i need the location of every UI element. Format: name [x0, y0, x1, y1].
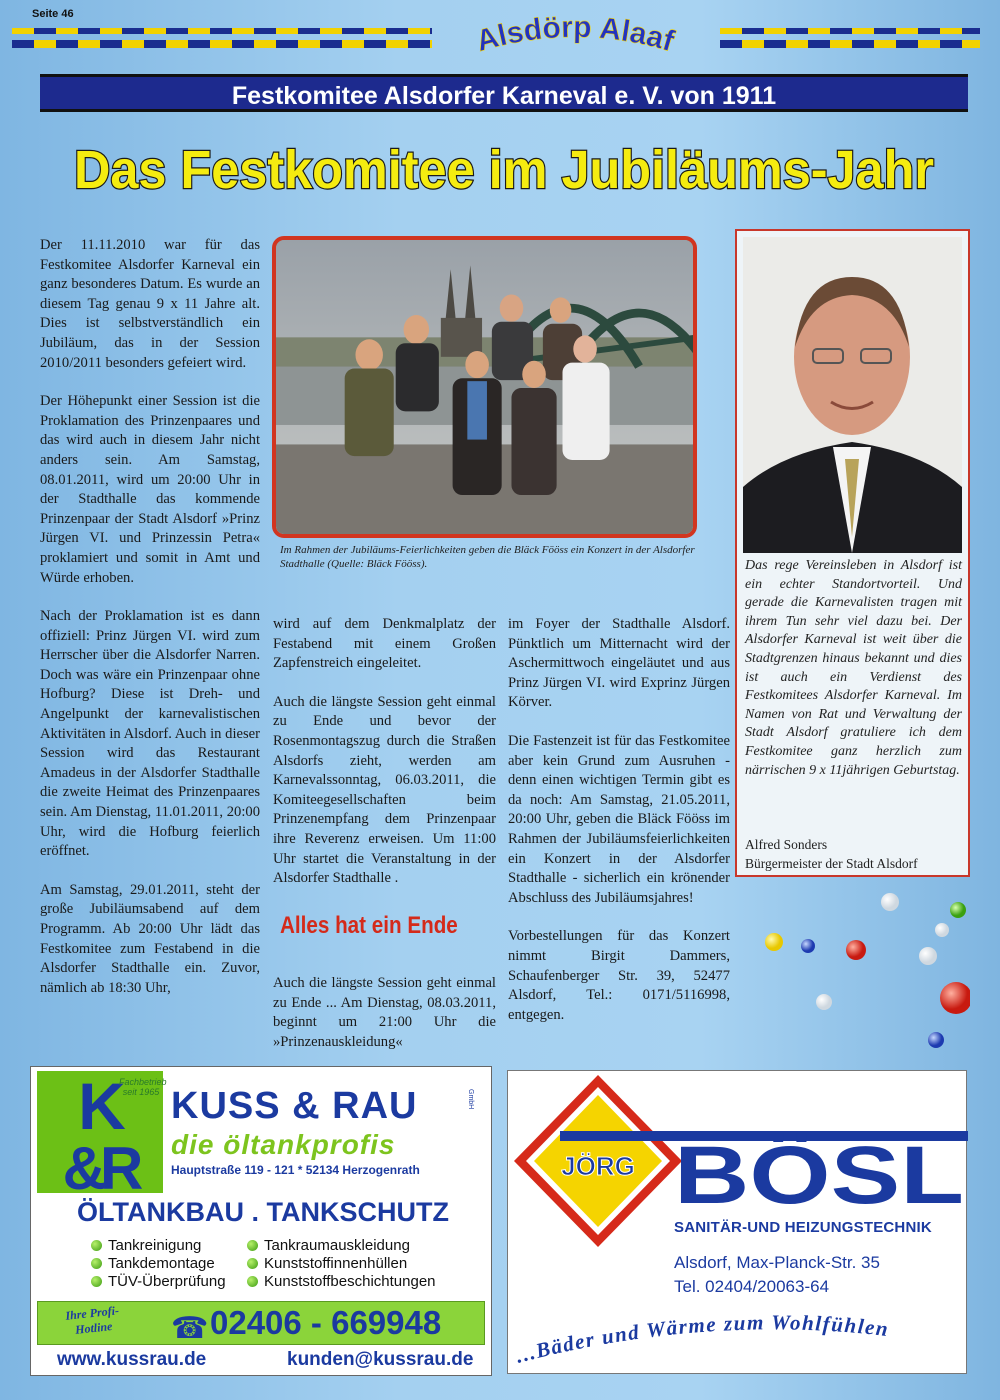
banner-text: Alsdörp Alaaf: [472, 10, 678, 59]
band-photo: [272, 236, 697, 538]
service-item: Tankreinigung: [91, 1237, 201, 1254]
ad-bosl: [507, 1070, 967, 1374]
kr-email[interactable]: kunden@kussrau.de: [287, 1349, 474, 1370]
deco-stripe: [720, 28, 980, 34]
article-column-1: [40, 236, 260, 1017]
paragraph: Auch die längste Session geht einmal zu Ende und bevor der Rosenmontagszug durch die Straßen Alsdorfs zieht, werden am Karnevalssonntag, 06.03.2011, die Komiteegesellschaften beim Prinzenempfang dem Prinzenpaar ihre Reverenz erweisen. Um 11:00 Uhr startet die Veranstaltung in der Alsdorfer Stadthalle .: [273, 693, 496, 887]
banner-logo: [430, 8, 720, 72]
kr-hotline-bar: [37, 1301, 485, 1345]
paragraph: Auch die längste Session geht einmal zu Ende ... Am Dienstag, 08.03.2011, beginnt um 21:00 Uhr die »Prinzenauskleidung«: [273, 975, 496, 1050]
kr-headline: ÖLTANKBAU . TANKSCHUTZ: [77, 1197, 449, 1227]
kr-hotline-label: Ihre Profi-Hotline: [64, 1303, 120, 1337]
bosl-slogan: [508, 1301, 968, 1371]
paragraph: Der 11.11.2010 war für das Festkomitee Alsdorfer Karneval ein ganz besonderes Datum. Es wurde an diesem Tag genau 9 x 11 Jahre alt. Dies ist selbstverständlich ein Jubiläum, das in der Session 2010/2011 besonders gefeiert wird.: [40, 237, 260, 371]
kr-slogan: die öltankprofis: [171, 1129, 396, 1160]
bosl-name: BÖSL: [674, 1130, 964, 1221]
subheading: Alles hat ein Ende: [280, 912, 458, 939]
service-item: Kunststoffbeschichtungen: [247, 1273, 436, 1290]
mayor-quote: Das rege Vereinsleben in Alsdorf ist ein echter Standortvorteil. Und gerade die Karnevalisten tragen mit ihrem Tun sehr viel dazu bei. Der Alsdorfer Karneval ist weit über die Stadtgrenzen hinaus bekannt und dies ist auch ein Verdienst des Festkomitees Alsdorfer Karneval. Im Namen von Rat und Verwaltung der Stadt Alsdorf gratuliere ich dem Festkomitee ganz herzlich zum närrischen 9 x 11jährigen Geburtstag.: [745, 558, 962, 778]
paragraph: Am Samstag, 29.01.2011, steht der große Jubiläumsabend auf dem Programm. Ab 20:00 Uhr lädt das Festkomitee zum Festabend in die Alsdorfer Stadthalle ein. Zuvor, nämlich ab 18:30 Uhr,: [40, 881, 260, 996]
mayor-role: Bürgermeister der Stadt Alsdorf: [745, 856, 918, 871]
paragraph: im Foyer der Stadthalle Alsdorf. Pünktlich um Mitternacht wird der Aschermittwoch eingeläutet und aus Prinz Jürgen VI. wird Exprinz Jürgen Körver.: [508, 616, 730, 711]
paragraph: Die Fastenzeit ist für das Festkomitee aber kein Grund zum Ausruhen - denn einen wichtigen Termin gibt es da noch: Am Samstag, 21.05.2011, 20:00 Uhr, geben die Bläck Fööss im Rahmen der Jubiläumsfeierlichkeiten ein Konzert in der Alsdorfer Stadthalle - sicherlich ein krönender Abschluss des Jubiläumsjahres!: [508, 732, 730, 906]
paragraph: Nach der Proklamation ist es dann offiziell: Prinz Jürgen VI. wird zum Herrscher über die Alsdorfer Narren. Doch was wäre ein Prinzenpaar ohne Hofburg? Diese ist Dreh- und Angelpunkt der karnevalistischen Aktivitäten in Alsdorf. Auch in dieser Session wird das Restaurant Amadeus in der Alsdorfer Stadthalle die zweite Heimat des Prinzenpaares sein. Am Dienstag, 11.01.2011, 20:00 Uhr, wird die Hofburg feierlich eröffnet.: [40, 608, 260, 860]
mayor-portrait: [743, 237, 962, 553]
phone-icon: ☎: [171, 1312, 209, 1345]
article-column-2: [273, 615, 496, 908]
ad-kuss-rau: [30, 1066, 492, 1376]
mayor-greeting-box: [735, 229, 970, 877]
article-column-2b: [273, 974, 496, 1071]
photo-caption: Im Rahmen der Jubiläums-Feierlichkeiten geben die Bläck Fööss ein Konzert in der Alsdorfer Stadthalle (Quelle: Bläck Fööss).: [280, 544, 695, 570]
paragraph: Vorbestellungen für das Konzert nimmt Birgit Dammers, Schaufenberger Str. 39, 52477 Alsdorf, Tel.: 0171/5116998, entgegen.: [508, 928, 730, 1023]
kr-gmbh: GmbH: [467, 1089, 474, 1110]
deco-stripe: [12, 40, 432, 48]
bosl-phone: Tel. 02404/20063-64: [674, 1277, 830, 1296]
service-item: Tankraumauskleidung: [247, 1237, 410, 1254]
page-number: Seite 46: [32, 8, 74, 20]
kr-website[interactable]: www.kussrau.de: [57, 1349, 207, 1370]
kr-address: Hauptstraße 119 - 121 * 52134 Herzogenrath: [171, 1163, 420, 1177]
bosl-subtitle: SANITÄR-UND HEIZUNGSTECHNIK: [674, 1219, 932, 1236]
bosl-slogan-text: ...Bäder und Wärme zum Wohlfühlen: [513, 1310, 891, 1368]
bosl-firstname: JÖRG: [561, 1151, 635, 1181]
kr-company-name: KUSS & RAU: [171, 1085, 418, 1127]
paragraph: Der Höhepunkt einer Session ist die Proklamation des Prinzenpaares und das wird auch in diesem Jahr nicht anders sein. Am Samstag, 08.01.2011, wird um 20:00 Uhr in der Stadthalle das kommende Prinzenpaar der Stadt Alsdorf »Prinz Jürgen VI. und Prinzessin Petra« proklamiert und somit in Amt und Würde erhoben.: [40, 393, 260, 586]
article-column-3: [508, 615, 730, 1044]
paragraph: wird auf dem Denkmalplatz der Festabend mit einem Großen Zapfenstreich eingeleitet.: [273, 616, 496, 672]
headline: [40, 120, 968, 210]
kr-phone: 02406 - 669948: [210, 1304, 442, 1341]
deco-stripe: [12, 28, 432, 34]
mayor-name: Alfred Sonders: [745, 837, 828, 852]
svg-text:&R: &R: [62, 1135, 138, 1193]
service-item: Kunststoffinnenhüllen: [247, 1255, 407, 1272]
bosl-address: Alsdorf, Max-Planck-Str. 35: [674, 1253, 880, 1272]
service-item: TÜV-Überprüfung: [91, 1273, 226, 1290]
service-item: Tankdemontage: [91, 1255, 215, 1272]
kr-logo-text: K: [78, 1071, 122, 1143]
headline-text: Das Festkomitee im Jubiläums-Jahr: [74, 140, 934, 200]
svg-text:...Bäder und Wärme zum Wohlfüh: [513, 1310, 890, 1368]
kr-badge: Fachbetrieb seit 1965: [119, 1077, 167, 1097]
deco-stripe: [720, 40, 980, 48]
decorative-balls: [760, 890, 970, 1050]
section-header: Festkomitee Alsdorfer Karneval e. V. von 1911: [40, 74, 968, 112]
svg-text:Alsdörp Alaaf: [473, 11, 679, 59]
